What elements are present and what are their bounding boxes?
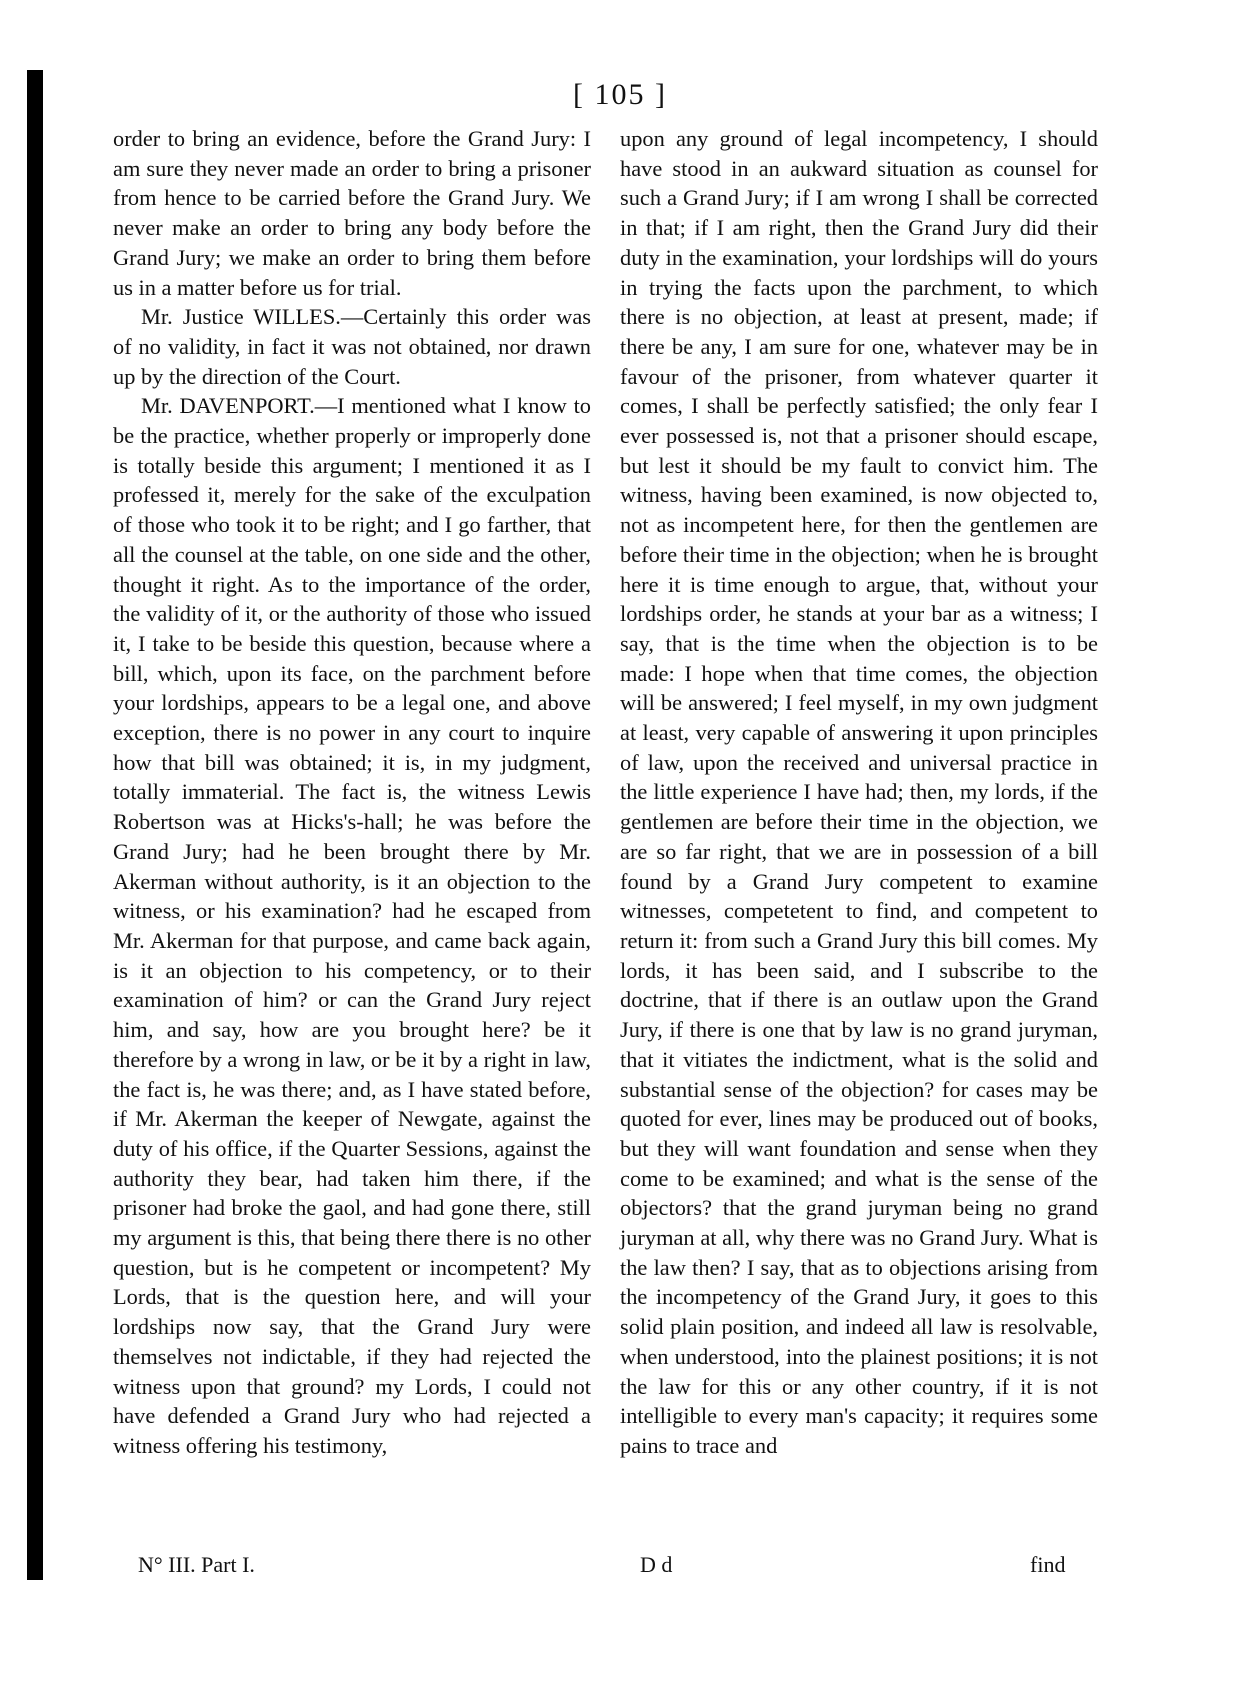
left-column: [113, 124, 591, 1461]
left-paragraph-3: Mr. DAVENPORT.—I mentioned what I know to be the practice, whether properly or improperly done is totally beside this argument; I mentioned it as I professed it, merely for the sake of the exculpation of those who took it to be right; and I go farther, that all the counsel at the table, on one side and the other, thought it right. As to the importance of the order, the validity of it, or the authority of those who issued it, I take to be beside this question, because where a bill, which, upon its face, on the parchment before your lordships, appears to be a legal one, and above exception, there is no power in any court to inquire how that bill was obtained; it is, in my judgment, totally immaterial. The fact is, the witness Lewis Robertson was at Hicks's-hall; he was before the Grand Jury; had he been brought there by Mr. Akerman without authority, is it an objection to the witness, or his examination? had he escaped from Mr. Akerman for that purpose, and came back again, is it an objection to his competency, or to their examination of him? or can the Grand Jury reject him, and say, how are you brought here? be it therefore by a wrong in law, or be it by a right in law, the fact is, he was there; and, as I have stated before, if Mr. Akerman the keeper of Newgate, against the duty of his office, if the Quarter Sessions, against the authority they bear, had taken him there, if the prisoner had broke the gaol, and had gone there, still my argument is this, that being there there is no other question, but is he competent or incompetent? My Lords, that is the question here, and will your lordships now say, that the Grand Jury were themselves not indictable, if they had rejected the witness upon that ground? my Lords, I could not have defended a Grand Jury who had rejected a witness offering his testimony,: [113, 393, 591, 1458]
signature-mark-left: N° III. Part I.: [138, 1552, 255, 1577]
catchword: find: [1030, 1552, 1066, 1577]
binding-edge: [27, 70, 43, 1580]
page-number: [ 105 ]: [573, 78, 667, 111]
right-column: [620, 124, 1098, 1461]
left-paragraph-2: Mr. Justice WILLES.—Certainly this order was of no validity, in fact it was not obtained, nor drawn up by the direction of the Court.: [113, 304, 591, 389]
left-paragraph-1: order to bring an evidence, before the Grand Jury: I am sure they never made an order to bring a prisoner from hence to be carried before the Grand Jury. We never make an order to bring any body before the Grand Jury; we make an order to bring them before us in a matter before us for trial.: [113, 126, 591, 300]
right-paragraph-1: upon any ground of legal incompetency, I should have stood in an aukward situation as counsel for such a Grand Jury; if I am wrong I shall be corrected in that; if I am right, then the Grand Jury did their duty in the examination, your lordships will do yours in trying the facts upon the parchment, to which there is no objection, at least at present, made; if there be any, I am sure for one, whatever may be in favour of the prisoner, from whatever quarter it comes, I shall be perfectly satisfied; the only fear I ever possessed is, not that a prisoner should escape, but lest it should be my fault to convict him. The witness, having been examined, is now objected to, not as incompetent here, for then the gentlemen are before their time in the objection; when he is brought here it is time enough to argue, that, without your lordships order, he stands at your bar as a witness; I say, that is the time when the objection is to be made: I hope when that time comes, the objection will be answered; I feel myself, in my own judgment at least, very capable of answering it upon principles of law, upon the received and universal practice in the little experience I have had; then, my lords, if the gentlemen are before their time in the objection, we are so far right, that we are in possession of a bill found by a Grand Jury competent to examine witnesses, competetent to find, and competent to return it: from such a Grand Jury this bill comes. My lords, it has been said, and I subscribe to the doctrine, that if there is an outlaw upon the Grand Jury, if there is one that by law is no grand juryman, that it vitiates the indictment, what is the solid and substantial sense of the objection? for cases may be quoted for ever, lines may be produced out of books, but they will want foundation and sense when they come to be examined; and what is the sense of the objectors? that the grand juryman being no grand juryman at all, why there was no Grand Jury. What is the law then? I say, that as to objections arising from the incompetency of the Grand Jury, it goes to this solid plain position, and indeed all law is resolvable, when understood, into the plainest positions; it is not the law for this or any other country, if it is not intelligible to every man's capacity; it requires some pains to trace and: [620, 126, 1098, 1458]
signature-mark-right: D d: [640, 1552, 673, 1577]
